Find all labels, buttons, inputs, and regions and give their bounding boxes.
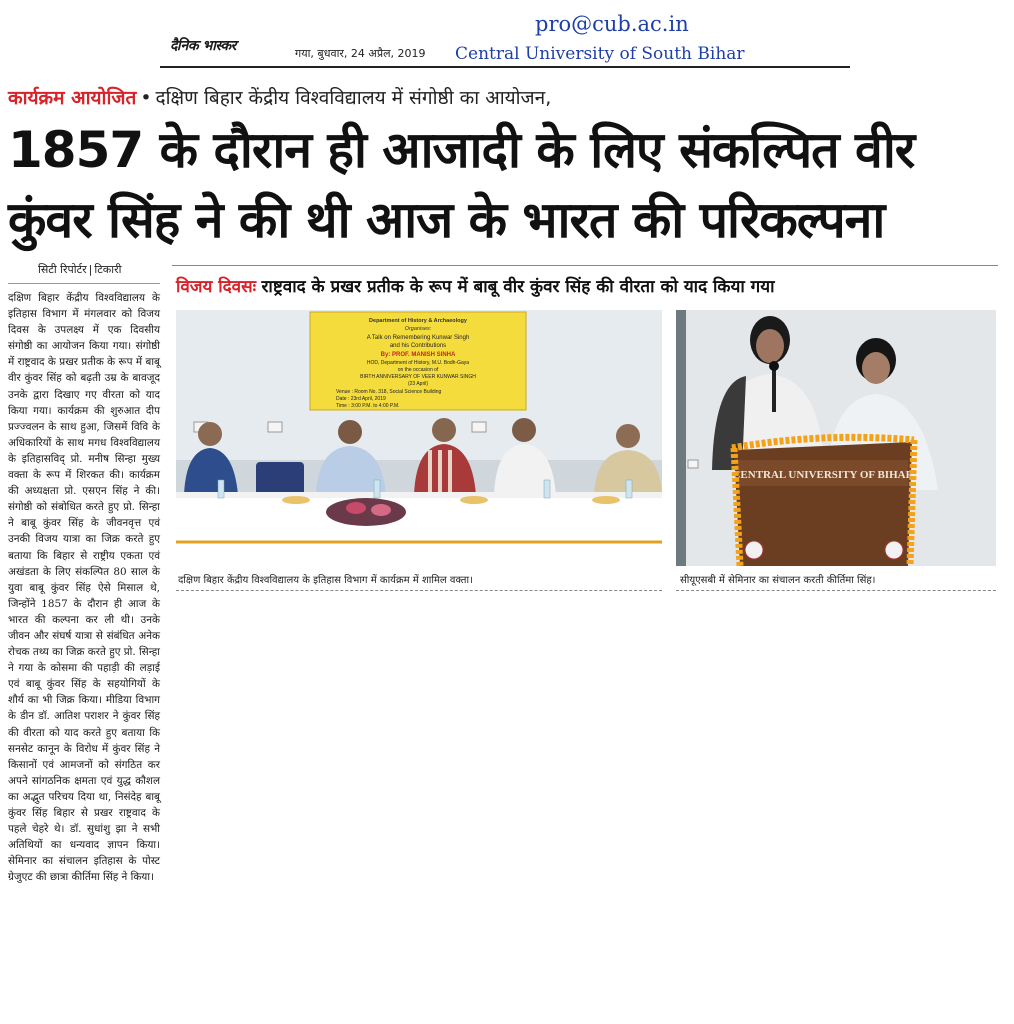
banner-talk-2: and his Contributions — [389, 343, 447, 349]
kicker-line — [8, 84, 551, 110]
banner-venue: Venue : Room No. 318, Social Science Building — [336, 389, 442, 395]
banner-dept: Department of History & Archaeology — [369, 318, 467, 324]
banner-talk-1: A Talk on Remembering Kunwar Singh — [366, 335, 470, 341]
byline-reporter: सिटी रिपोर्टर — [38, 263, 87, 276]
kicker-text: दक्षिण बिहार केंद्रीय विश्वविद्यालय में संगोष्ठी का आयोजन, — [155, 87, 552, 109]
byline-separator: | — [88, 263, 93, 276]
banner-hod: HOD, Department of History, M.U. Bodh-Gaya — [366, 360, 470, 366]
subhead-rule — [172, 265, 998, 266]
article-body: दक्षिण बिहार केंद्रीय विश्वविद्यालय के इतिहास विभाग में मंगलवार को विजय दिवस के उपलक्ष्य में एक दिवसीय संगोष्ठी का आयोजन किया गया। संगोष्ठी में राष्ट्रवाद के प्रखर प्रतीक के रूप में बाबू वीर कुंवर सिंह को बढ़ती उम्र के बावजूद उनके द्वारा दिखाए गए वीरता को याद किया गया। कार्यक्रम की शुरुआत दीप प्रज्ज्वलन के साथ हुआ, जिसमें विवि के अधिकारियों के साथ मगध विश्वविद्यालय के इतिहासविद् प्रो. मनीष सिन्हा मुख्य वक्ता के रूप में शिरकत की। कार्यक्रम की अध्यक्षता प्रो. एसएन सिंह ने की। संगोष्ठी को संबोधित करते हुए प्रो. सिन्हा ने बाबू कुंवर सिंह के जीवनवृत्त एवं उनकी विजय यात्रा का जिक्र करते हुए बताया कि बिहार से राष्ट्रीय एकता एवं अखंडता के लिए संकल्पित 80 साल के युवा बाबू कुंवर सिंह ऐसे मिसाल थे, जिन्होंने 1857 के दौरान ही आज के भारत की कल्पना कर ली थी। उनके जीवन और संघर्ष यात्रा से संबंधित अनेक रोचक तथ्य का जिक्र करते हुए प्रो. सिन्हा ने गया के कोसमा की पहाड़ी की लड़ाई एवं बाबू कुंवर सिंह के सहयोगियों के शौर्य का भी जिक्र किया। मीडिया विभाग के डीन डॉ. आतिश पराशर ने कुंवर सिंह की वीरता को याद करते हुए बताया कि सनसेट कानून के विरोध में कुंवर सिंह ने किसानों एवं आमजनों को संगठित कर अपने सांगठनिक क्षमता एवं युद्ध कौशल का अद्भुत परिचय दिया था, निसंदेह बाबू कुंवर सिंह बिहार से प्रखर राष्ट्रवाद के पहले चेहरे थे। डॉ. सुधांशु झा ने सभी अतिथियों का धन्यवाद ज्ञापन किया। सेमिनार का संचालन इतिहास के पोस्ट ग्रेजुएट की छात्रा कीर्तिमा सिंह ने किया। — [8, 292, 161, 884]
dateline: गया, बुधवार, 24 अप्रैल, 2019 — [295, 47, 426, 60]
banner-birth: BIRTH ANNIVERSARY OF VEER KUNWAR SINGH — [360, 374, 476, 380]
speakers-photo — [176, 310, 662, 566]
masthead — [160, 10, 850, 68]
article-column — [8, 262, 160, 1022]
banner-speaker: By: PROF. MANISH SINHA — [380, 352, 456, 358]
banner-date: Date : 23rd April, 2019 — [336, 396, 386, 402]
subhead — [176, 274, 775, 297]
byline — [8, 262, 160, 284]
headline-line-2: कुंवर सिंह ने की थी आज के भारत की परिकल्पना — [8, 191, 885, 249]
subhead-text: राष्ट्रवाद के प्रखर प्रतीक के रूप में बाबू वीर कुंवर सिंह की वीरता को याद किया गया — [261, 277, 775, 297]
photo2-caption: सीयूएसबी में सेमिनार का संचालन करती कीर्तिमा सिंह। — [680, 575, 876, 586]
podium-label: CENTRAL UNIVERSITY OF BIHAR — [732, 469, 914, 481]
banner-date-paren: (23 April) — [407, 381, 429, 387]
banner-time: Time : 3:00 P.M. to 4:00 P.M. — [336, 403, 400, 409]
headline-line-1: 1857 के दौरान ही आजादी के लिए संकल्पित वीर — [8, 121, 915, 179]
byline-location: टिकारी — [94, 263, 122, 276]
newspaper-logo: दैनिक भास्कर — [170, 38, 236, 54]
photo1-caption: दक्षिण बिहार केंद्रीय विश्वविद्यालय के इतिहास विभाग में कार्यक्रम में शामिल वक्ता। — [178, 575, 473, 586]
subhead-tag: विजय दिवसः — [176, 277, 257, 297]
banner-occasion: on the occasion of — [397, 367, 439, 373]
contact-email: pro@cub.ac.in — [535, 12, 689, 36]
kicker-tag: कार्यक्रम आयोजित — [8, 87, 137, 109]
kicker-separator: • — [140, 87, 152, 109]
caption-rule-1 — [176, 590, 662, 591]
university-name: Central University of South Bihar — [455, 44, 745, 64]
anchor-photo — [676, 310, 996, 566]
banner-organises: Organises: — [404, 326, 432, 332]
masthead-rule — [160, 66, 850, 68]
caption-rule-2 — [676, 590, 996, 591]
